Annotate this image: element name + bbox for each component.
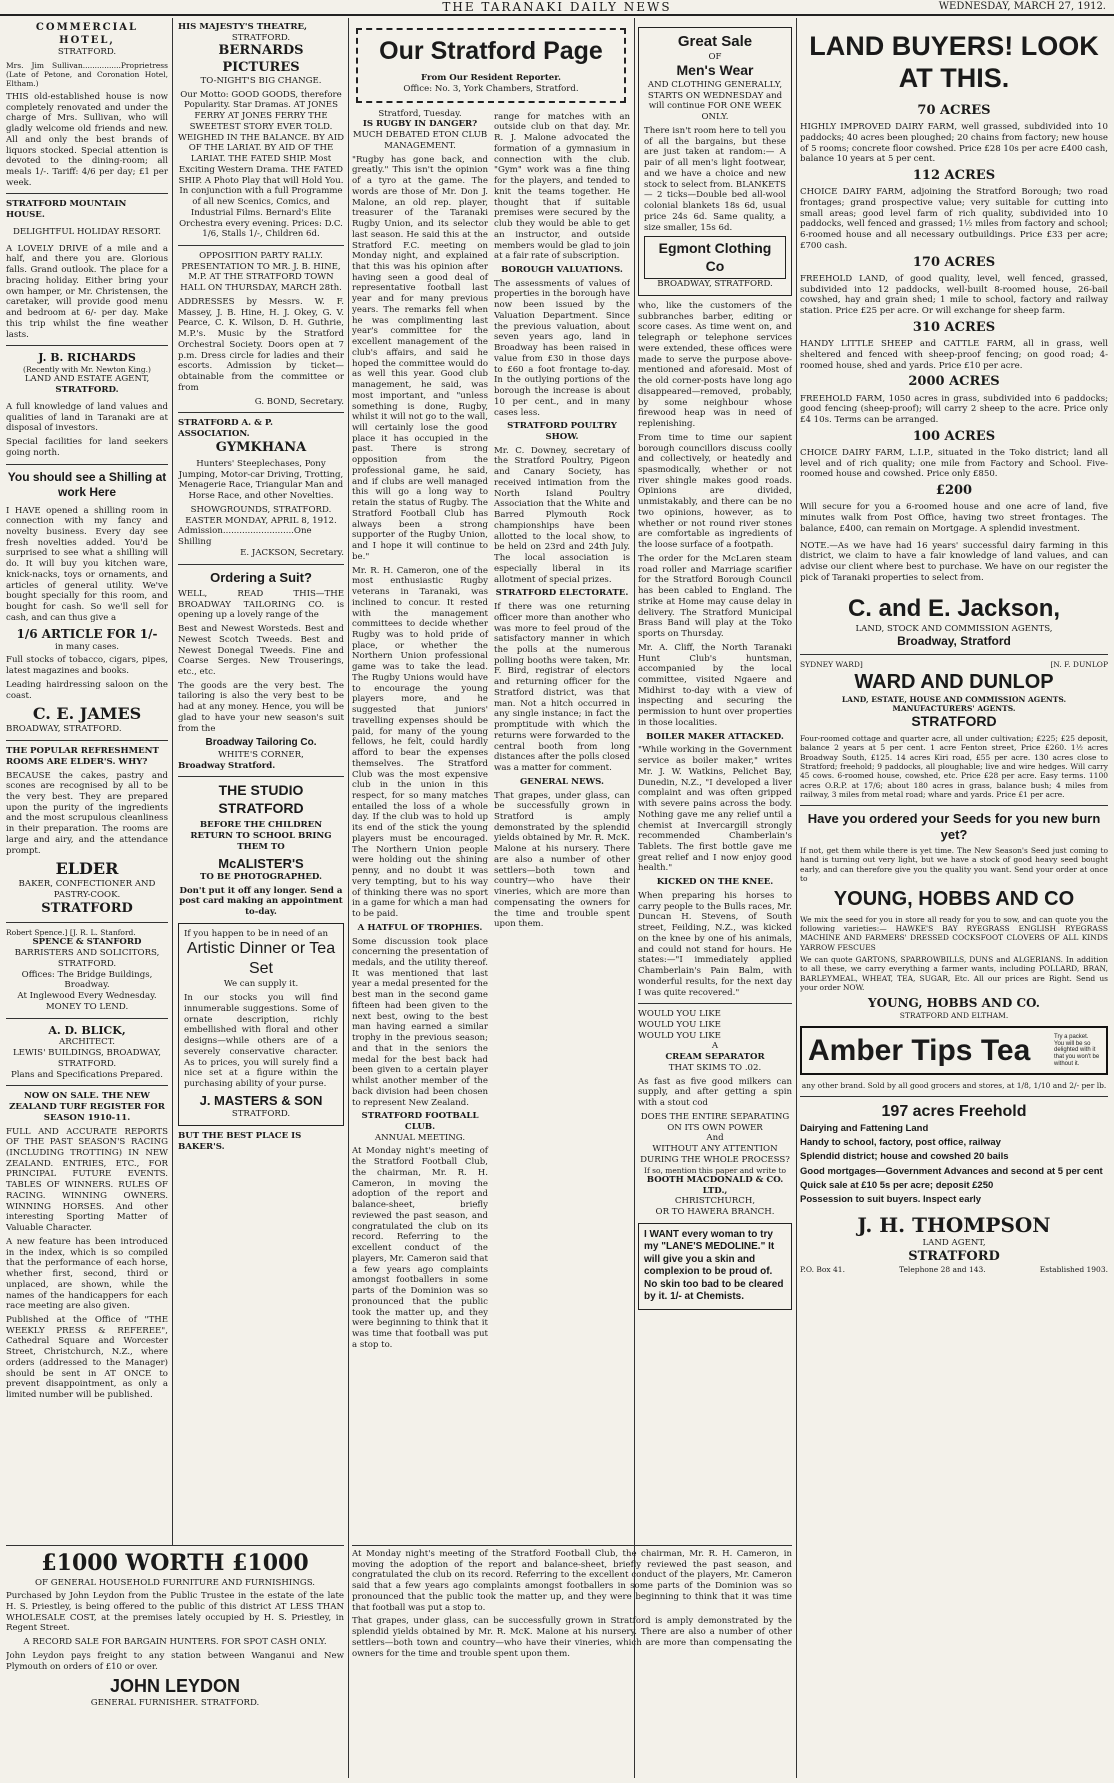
acres-2000: 2000 ACRES — [908, 374, 1000, 390]
ward-dunlop-name: WARD AND DUNLOP — [854, 670, 1054, 693]
theatre-name: HIS MAJESTY'S THEATRE, — [178, 22, 308, 32]
column-rule — [172, 18, 173, 1778]
freehold-line: Quick sale at £10 5s per acre; deposit £250 — [800, 1179, 994, 1191]
turf-text: FULL AND ACCURATE REPORTS OF THE PAST SEASON'S RACING (INCLUDING TROTTING) IN NEW ZEALAND. ENTRIES, ETC., FOR PRINCIPAL FUTURE EVENTS. TABLES OF WINNERS. RULES OF RACING. WINNING OWNERS. WINNING HORSES. And other interesting Sporting Matter of Valuable Character. — [6, 1126, 168, 1234]
richards-name: J. B. RICHARDS — [38, 351, 136, 365]
thompson-sub: LAND AGENT, — [922, 1238, 986, 1249]
thompson-town: STRATFORD — [908, 1249, 1000, 1265]
spence-inglewood: At Inglewood Every Wednesday. — [17, 991, 157, 1002]
richards-sub: (Recently with Mr. Newton King.) — [23, 365, 151, 375]
freehold-line: Handy to school, factory, post office, railway — [800, 1137, 1001, 1149]
acres-170: 170 ACRES — [912, 254, 996, 270]
stratford-page-title: Our Stratford Page — [379, 37, 603, 65]
jackson-town: Broadway, Stratford — [897, 634, 1011, 649]
football-club-text: At Monday night's meeting of the Stratford Football Club, the chairman, Mr. R. H. Cameron, in moving the adoption of the report and balance-sheet, briefly reviewed the past season, and congratulated the club on its record. Referring to the excellent conduct of the players, Mr. Cameron said that a few years ago complaints amongst footballers in some parts of the Dominion was so pronounced that the public took the matter up, and they were beginning to think that it was time that football was put a stop to. — [352, 1146, 488, 1350]
suit-text: WELL, READ THIS—THE BROADWAY TAILORING CO. is opening up a lovely range of the — [178, 588, 344, 621]
artistic-set-box — [178, 923, 344, 1126]
poultry-head: STRATFORD POULTRY SHOW. — [507, 421, 617, 443]
jackson-note: NOTE.—As we have had 16 years' successful dairy farming in this district, we claim to have a fair knowledge of land values, and can advise our client where best to purchase. We have on our register the pick of Taranaki properties to select from. — [800, 540, 1108, 583]
young-hobbs-name2: YOUNG, HOBBS AND CO. — [868, 995, 1040, 1010]
richards-sub2: LAND AND ESTATE AGENT, — [24, 374, 150, 385]
studio-text: BEFORE THE CHILDREN RETURN TO SCHOOL BRING THEM TO — [190, 820, 332, 852]
suit-corner: WHITE'S CORNER, — [218, 749, 304, 760]
sale-sub: AND CLOTHING GENERALLY, STARTS ON WEDNESDAY and will continue FOR ONE WEEK ONLY. — [647, 79, 783, 123]
young-hobbs-name: YOUNG, HOBBS AND CO — [833, 887, 1075, 910]
studio-name: McALISTER'S — [218, 855, 304, 871]
boiler-text: "While working in the Government service as boiler maker," writes Mr. J. W. Watkins, Pelichet Bay, Dunedin, N.Z., "I developed a liver complaint and was often gripped with severe pains across the body. Nothing gave me any relief until a chemist at Invercargill strongly recommended Chamberlain's Tablets. The first bottle gave me great relief and I now enjoy good health." — [638, 745, 792, 874]
hotel-name: COMMERCIAL HOTEL, — [35, 22, 139, 46]
column-1 — [6, 22, 168, 1777]
separator-question: WOULD YOU LIKE — [638, 1009, 721, 1020]
spence-offices: Offices: The Bridge Buildings, Broadway. — [21, 969, 153, 991]
gymkhana-when: EASTER MONDAY, APRIL 8, 1912. — [185, 515, 337, 526]
shilling-tobacco: Full stocks of tobacco, cigars, pipes, latest magazines and books. — [6, 655, 168, 677]
bottom-news-text: At Monday night's meeting of the Stratford Football Club, the chairman, Mr. R. H. Cameron, in moving the adoption of the report and balance-sheet, briefly reviewed the past season, and congratulated the club on its record. Referring to the excellent conduct of the players, Mr. Cameron said that a few years ago complaints amongst footballers in some parts of the Dominion was so pronounced that the public took the matter up, and they were beginning to think that it was time that football was put a stop to. — [352, 1549, 792, 1613]
knee-text: When preparing his horses to carry people to the Bulls races, Mr. Duncan H. Stevens, of South street, Feilding, N.Z., was kicked on the knee by one of his animals, and could not stand for hours. He states:—"I immediately applied Chamberlain's Pain Balm, with wonderful results, for the next day I was quite recovered." — [638, 890, 792, 998]
leydon-sub: GENERAL FURNISHER. STRATFORD. — [90, 1697, 260, 1708]
richards-town: STRATFORD. — [55, 385, 119, 396]
gymkhana-title: GYMKHANA — [215, 439, 307, 455]
gymkhana-admission: Admission..........................One Shilling — [178, 526, 312, 548]
hotel-town: STRATFORD. — [57, 47, 117, 57]
column-rule — [796, 18, 797, 1778]
jackson-name: C. and E. Jackson, — [847, 594, 1061, 622]
freehold-line: Splendid district; house and cowshed 20 bails — [800, 1151, 1009, 1163]
record-sale: A RECORD SALE FOR BARGAIN HUNTERS. FOR SPOT CASH ONLY. — [23, 1637, 327, 1648]
separator-and: And — [706, 1133, 724, 1144]
studio-text3: Don't put it off any longer. Send a post card making an appointment to-day. — [179, 885, 343, 918]
sale-of: OF — [708, 51, 722, 62]
freehold-line: Good mortgages—Government Advances and second at 5 per cent — [800, 1165, 1103, 1177]
turf-text2: A new feature has been introduced in the index, which is so compiled that the performance of each horse, whether first, second, third or unplaced, are shown, while the names of the handicappers for each race meeting are also given. — [6, 1236, 168, 1312]
artistic-intro: If you happen to be in need of an — [184, 928, 328, 939]
opposition-sign: G. BOND, Secretary. — [254, 396, 344, 407]
spence-money: MONEY TO LEND. — [45, 1001, 129, 1012]
borough-head: BOROUGH VALUATIONS. — [501, 265, 623, 275]
thompson-box: P.O. Box 41. — [800, 1265, 845, 1275]
gymkhana-where: SHOWGROUNDS, STRATFORD. — [190, 504, 332, 515]
elder-question: THE POPULAR REFRESHMENT ROOMS ARE ELDER'S. WHY? — [6, 746, 159, 767]
separator-text: As fast as five good milkers can supply, and after getting a spin with a stout cod — [638, 1076, 792, 1109]
young-hobbs-text2: We can quote GARTONS, SPARROWBILLS, DUNS and ALGERIANS. In addition to all these, we carry everything a farmer wants, including POLLARD, BRAN, BARLEYMEAL, WHEAT, TEA, SUGAR, Etc. All our prices are Right. Send us your order NOW. — [800, 955, 1108, 993]
acres-170-text: FREEHOLD LAND, of good quality, level, well fenced, grassed, subdivided into 12 paddocks, well-built 8-roomed house, 26-bail cowshed, hay and grain shed; 1 mile to school, factory and railway station. Price £25 per acre. Or will exchange for sheep farm. — [800, 273, 1108, 317]
medoline-ad: I WANT every woman to try my "LANE'S MEDOLINE." It will give you a skin and complexion to be proud of. No skin too bad to be cleared by it. 1/- at Chemists. — [638, 1223, 792, 1310]
boiler-head: BOILER MAKER ATTACKED. — [646, 731, 784, 742]
artistic-supply: We can supply it. — [223, 979, 299, 990]
opposition-text: ADDRESSES by Messrs. W. F. Massey, J. B. Hine, H. J. Okey, G. V. Pearce, C. K. Wilson, D. H. Guthrie, M.P.'s. Music by the Stratford Orchestral Society. Doors open at 7 p.m. Dress circle for ladies and their escorts. Admission by ticket—obtainable from the committee or from — [178, 296, 344, 393]
worth-text: Purchased by John Leydon from the Public Trustee in the estate of the late H. S. Priestley, is being offered to the public of this district AT LESS THAN WHOLESALE COST, at the premises lately occupied by H. S. Priestley, in Regent Street. — [6, 1591, 344, 1634]
stratford-page-left — [352, 109, 488, 1354]
bernards-tonight: TO-NIGHT'S BIG CHANGE. — [200, 75, 322, 86]
rugby-text2: Mr. R. H. Cameron, one of the most enthusiastic Rugby veterans in Taranaki, was inclined to concur. It rested with the management committees to decide whether Rugby was to hold pride of place, or whether the Northern Union professional game was to take the lead. The Rugby Unions would have to encourage the young players more, and he suggested that juniors' travelling expenses should be paid, for many of the young fellows, he felt, could hardly afford to bear the expenses themselves. The Stratford Club was the most expensive club in the union in this respect, for so many matches entailed the loss of a whole day. If the club was to hold up its end of the stick the young players must be encouraged. The Northern Union people were holding out the shining penny, and no doubt it was very tempting, but to his way of thinking there was no sport in a game for which a man had to be paid. — [352, 565, 488, 920]
young-hobbs-text: We mix the seed for you in store all ready for you to sow, and can quote you the following varieties:— HAWKE'S BAY RYEGRASS ENGLISH RYEGRASS MACHINE AND FARMERS' DRESSED COCKSFOOT CLOVERS OF ALL KINDS YARROW FESCUES — [800, 914, 1108, 952]
studio-head: THE STUDIO STRATFORD — [218, 782, 304, 816]
separator-attention: WITHOUT ANY ATTENTION — [652, 1144, 778, 1155]
mountain-house-name: STRATFORD MOUNTAIN HOUSE. — [6, 199, 127, 221]
rugby-sub: MUCH DEBATED ETON CLUB MANAGEMENT. — [352, 130, 488, 151]
acres-70: 70 ACRES — [917, 102, 991, 118]
thompson-name: J. H. THOMPSON — [857, 1213, 1051, 1238]
richards-text: A full knowledge of land values and qualities of land in Taranaki are at disposal of investors. — [6, 401, 168, 434]
football-club-head: STRATFORD FOOTBALL CLUB. — [361, 1111, 479, 1133]
bottom-news-text2: That grapes, under glass, can be successfully grown in Stratford is amply demonstrated by the splendid yields obtained by Mr. R. McK. Malone at his nursery. There are also a number of other settlers—both town and country—who have their vineries, which are more than compensating the owners for the time and trouble spent upon them. — [352, 1616, 792, 1659]
news-text-1: who, like the customers of the subbranches barber, editing or score cases. As time went on, and telegraph or telephone services were extended, these offices were made to serve the purpose above-mentioned and aforesaid. Most of the old corner-posts have long ago disappeared—removed, probably, by some neighbour whose firewood heap was in need of replenishing. — [638, 301, 792, 430]
amber-tips-small: Try a packet. You will be so delighted with it that you won't be without it. — [1054, 1034, 1100, 1067]
acres-2000-text: FREEHOLD FARM, 1050 acres in grass, subdivided into 6 paddocks; good fencing (sheep-proof); will carry 2 sheep to the acre. Price only £4 10s. Terms can be arranged. — [800, 393, 1108, 425]
artistic-text: In our stocks you will find innumerable suggestions. Some of ornate description, richly embellished with floral and other designs—while others are of a severely conservative character. As to prices, you will surely find a nice set at a figure within the purchasing ability of your purse. — [184, 993, 338, 1090]
seeds-head: Have you ordered your Seeds for you new burn yet? — [807, 810, 1101, 842]
dunlop-name: [N. F. DUNLOP — [1050, 660, 1108, 670]
electorate-head: STRATFORD ELECTORATE. — [495, 588, 629, 599]
leydon-ad — [6, 1545, 344, 1778]
mountain-house-text: A LOVELY DRIVE of a mile and a half, and there you are. Glorious falls. Grand outlook. The place for a bracing holiday. Either bring your own hamper, or Mr. Christensen, the caretaker, will provide good menu and bedroom at 6/- per day. Make this trip whilst the fine weather lasts. — [6, 243, 168, 340]
young-hobbs-town: STRATFORD AND ELTHAM. — [899, 1010, 1009, 1020]
acres-310: 310 ACRES — [912, 319, 996, 335]
blick-address: LEWIS' BUILDINGS, BROADWAY, STRATFORD. — [12, 1048, 162, 1069]
separator-item: CREAM SEPARATOR — [665, 1052, 765, 1063]
sale-address: BROADWAY, STRATFORD. — [657, 279, 773, 290]
suit-firm: Broadway Tailoring Co. — [205, 737, 317, 749]
masters-firm: J. MASTERS & SON — [199, 1092, 323, 1108]
separator-city: CHRISTCHURCH, — [674, 1196, 756, 1207]
general-news-head: GENERAL NEWS. — [519, 776, 605, 787]
separator-question: WOULD YOU LIKE — [638, 1030, 721, 1041]
poultry-text: Mr. C. Downey, secretary of the Stratford Poultry, Pigeon and Canary Society, has received intimation from the North Island Poultry Association that the White and Barred Plymouth Rock championships have been allotted to the local show, to be held on 23rd and 24th July. The local association is especially liberal in its allotment of special prizes. — [494, 445, 630, 585]
opposition-sub: PRESENTATION TO MR. J. B. HINE, M.P. AT THE STRATFORD TOWN HALL ON THURSDAY, MARCH 28th. — [180, 261, 342, 294]
freehold-line: Dairying and Fattening Land — [800, 1122, 929, 1134]
mountain-house-sub: DELIGHTFUL HOLIDAY RESORT. — [13, 226, 161, 237]
shilling-text: I HAVE opened a shilling room in connection with my fancy and novelty business. Every day see fresh novelties added. You'd be surprised to see what a shilling will do. It will buy you kitchen ware, knick-nacks, toys or ornaments, and articles of general utility. We've bought specially for this room, and bought for cash. So we'll sell for cash, and can thus give a — [6, 505, 168, 623]
acres-310-text: HANDY LITTLE SHEEP and CATTLE FARM, all in grass, well sheltered and fenced with sheep-proof fencing; on good road; 4-roomed house, shed and yards. Price £10 per acre. — [800, 339, 1108, 371]
bernards-name: BERNARDS PICTURES — [218, 43, 304, 75]
acres-112-text: CHOICE DAIRY FARM, adjoining the Stratford Borough; two road frontages; grand prospective value; very suitable for cutting into small areas; good level farm of rich quality, subdivided into 10 paddocks, well fenced and grassed; 1½ miles from factory and school; 6-roomed house and all necessary outbuildings. Price £33 per acre; £700 cash. — [800, 187, 1108, 251]
spence-firm: SPENCE & STANFORD — [32, 937, 142, 948]
electorate-text: If there was one returning officer more than another who was more to feel proud of the satisfactory manner in which the polls at the numerous polling booths were taken, Mr. F. Bird, registrar of electors and returning officer for the Stratford district, was that man. Not a hitch occurred in any single instance; in fact the promptitude with which the returns were forwarded to the central booth from long distances after the polls closed was a matter for comment. — [494, 602, 630, 774]
spence-names: Robert Spence.] [J. R. L. Stanford. — [6, 928, 136, 938]
general-news-text: That grapes, under glass, can be successfully grown in Stratford is amply demonstrated by the splendid yields obtained by Mr. R. McK. Malone at his nursery. There are also a number of other settlers—both town and country—who have their vineries, which are more than compensating the owners for the time and trouble spent upon them. — [494, 790, 630, 930]
gymkhana-assoc: STRATFORD A. & P. ASSOCIATION. — [178, 418, 273, 439]
trophies-head: A HATFUL OF TROPHIES. — [357, 922, 483, 933]
spence-sub: BARRISTERS AND SOLICITORS, STRATFORD. — [14, 948, 160, 969]
ward-dunlop-town: STRATFORD — [911, 713, 997, 730]
leydon-name: JOHN LEYDON — [109, 1676, 241, 1697]
baker-line: BUT THE BEST PLACE IS BAKER'S. — [178, 1130, 302, 1152]
separator-power: ON ITS OWN POWER — [667, 1122, 763, 1133]
column-rule — [348, 18, 349, 1778]
great-sale-box — [638, 27, 792, 296]
shilling-hair: Leading hairdressing saloon on the coast. — [6, 679, 168, 701]
artistic-head: Artistic Dinner or Tea Set — [186, 940, 336, 978]
bernards-text: Our Motto: GOOD GOODS, therefore Popularity. Star Dramas. AT JONES FERRY AT JONES FERRY THE SWEETEST STORY EVER TOLD. WEIGHED IN THE BALANCE. BY AID OF THE LARIAT. BY AID OF THE LARIAT. THE FATED SHIP. Most Exciting Western Drama. THE FATED SHIP. A Photo Play that will Hold You. In conjunction with a full Programme of all new Scenics, Comics, and Industrial Films. Bernard's Elite Orchestra every evening. Prices: D.C. 1/6, Stalls 1/-, Children 6d. — [178, 89, 344, 240]
james-address: BROADWAY, STRATFORD. — [6, 724, 122, 735]
amber-tips-ad — [800, 1026, 1108, 1076]
separator-a: A — [711, 1041, 719, 1052]
sale-mens: Men's Wear — [676, 62, 754, 79]
football-club-sub: ANNUAL MEETING. — [374, 1132, 466, 1143]
amber-tips-title: Amber Tips Tea — [808, 1033, 1031, 1067]
stratford-page-right — [494, 109, 630, 1354]
column-4 — [638, 22, 792, 1542]
hotel-text: THIS old-established house is now completely renovated and under the charge of Mrs. Sullivan, who will gladly welcome old friends and new. All and only the best brands of liquors stocked. Special attention is devoted to the dining-room; all meals 1/-. Tariff: 4/6 per day; £1 per week. — [6, 91, 168, 188]
blick-plans: Plans and Specifications Prepared. — [10, 1069, 163, 1080]
dateline: Stratford, Tuesday. — [378, 108, 462, 119]
sale-text: There isn't room here to tell you of all the bargains, but these are just taken at random:— A pair of all men's light footwear, and we have a choice and new stock to select from. BLANKETS — 2 ticks—Double bed all-wool colonial blankets 18s 6d, usual price 24s 6d. Same quality, a size smaller, 15s 6d. — [644, 125, 786, 233]
thompson-established: Established 1903. — [1039, 1265, 1108, 1275]
freehold-line: Possession to suit buyers. Inspect early — [800, 1194, 982, 1206]
column-3 — [352, 22, 630, 1542]
ward-dunlop-sub: LAND, ESTATE, HOUSE AND COMMISSION AGENTS. MANUFACTURERS' AGENTS. — [841, 694, 1067, 714]
separator-q2: DOES THE ENTIRE SEPARATING — [640, 1111, 790, 1122]
shilling-head: You should see a Shilling at work Here — [7, 469, 167, 499]
opposition-head: OPPOSITION PARTY RALLY. — [199, 250, 323, 261]
acres-100: 100 ACRES — [912, 428, 996, 444]
thompson-telephone: Telephone 28 and 143. — [899, 1265, 986, 1275]
separator-branch: OR TO HAWERA BRANCH. — [655, 1207, 775, 1218]
hotel-proprietor: Mrs. Jim Sullivan................Proprietress (Late of Petone, and Coronation Hotel, Eltham.) — [6, 60, 168, 89]
elder-town: STRATFORD — [41, 900, 133, 916]
bottom-news — [352, 1545, 792, 1778]
turf-text3: Published at the Office of "THE WEEKLY PRESS & REFEREE", Cathedral Square and Worcester Street, Christchurch, N.Z., where orders (addressed to the Manager) should be sent in AT ONCE to prevent disappointment, as only a limited number will be published. — [6, 1314, 168, 1401]
separator-question: WOULD YOU LIKE — [638, 1020, 721, 1030]
shilling-price: 1/6 ARTICLE FOR 1/- — [16, 626, 158, 641]
news-text-2: From time to time our sapient borough councillors discuss coolly and collectively, or heatedly and spasmodically, whether or not river shingle makes good roads. Opinions are divided, unmistakably, and there can be no two opinions, however, as to whether or not round river stones are comfortable as ingredients of the loose surface of a footpath. — [638, 432, 792, 551]
elder-text: BECAUSE the cakes, pastry and scones are recognised by all to be the very best. They are prepared upon the purity of the ingredients and the most scrupulous cleanliness in their preparation. The rooms are large and airy, and the attendance prompt. — [6, 770, 168, 856]
column-2 — [178, 22, 344, 1542]
seeds-text: If not, get them while there is yet time. The New Season's Seed just coming to hand is turning out very light, but we have a stock of good heavy seed bought early, and can therefore give you the quality you want. Send your order at once to — [800, 846, 1108, 884]
separator-firm: BOOTH MACDONALD & CO. LTD., — [646, 1174, 784, 1196]
ward-dunlop-text: Four-roomed cottage and quarter acre, all under cultivation; £225; £25 deposit, balance 2 years at 5 per cent. 1 acre Fenton street, Price £260. 1½ acres Broadway South, £125. 14 acres Kiri road, £55 per acre. 130 acres close to Stratford; freehold; 9 paddocks, all ploughable; live and wire hedges. Will carry 45 cows. 6-roomed house, cowshed, etc. Price £28 per acre. Easy terms. 1100 acres O.R.P. at 17/6; about 180 acres in grass, balance bush; 4 miles from railway, 3 miles from metal road; whare and yards. Price £1 per acre. — [800, 733, 1108, 800]
freight-text: John Leydon pays freight to any station between Wanganui and New Plymouth on orders of £10 or over. — [6, 1650, 344, 1672]
issue-date: WEDNESDAY, MARCH 27, 1912. — [938, 1, 1106, 12]
col3b-text: range for matches with an outside club on that day. Mr. R. J. Malone advocated the formation of a gymnasium in connection with the club. "Gym" work was a fine thing for the players, and tended to knit the teams together. He thought that if suitable premises were secured by the club they would be able to get an instructor, and outside members would be glad to join at a fair rate of subscription. — [494, 111, 630, 262]
ward-name: SYDNEY WARD] — [800, 660, 863, 670]
freehold-list — [800, 1122, 1108, 1208]
theatre-town: STRATFORD. — [231, 32, 291, 43]
rugby-text: "Rugby has gone back, and greatly." This isn't the opinion of a tyro at the game. The words are those of Mr. Don J. Malone, an old rep. player, treasurer of the Taranaki Rugby Union, and its selector last season. He said this at the Stratford F.C. meeting on Monday night, and explained that this was his opinion after having seen a good deal of representative football last year and for many previous years. The remarks fell when he was complimenting last year's committee for the excellent management of the club's affairs, and said he hoped the committee would do as well this year. Good club management, he said, was most important, and "unless something is done, Rugby, whilst it will not go to the wall, will certainly lose the good place it has occupied in the past. There is strong opposition from the professional game, he said, and if clubs are well managed this will go a long way to retain the status of Rugby. The Stratford Football Club has always been a strong supporter of the Rugby Union, and I hope it will continue to be." — [352, 154, 488, 562]
separator-skim: THAT SKIMS TO .02. — [668, 1062, 762, 1073]
elder-sub: BAKER, CONFECTIONER AND PASTRY-COOK. — [18, 879, 156, 901]
reporter-line: From Our Resident Reporter. — [421, 73, 561, 84]
elder-name: ELDER — [55, 859, 119, 879]
suit-address: Broadway Stratford. — [178, 760, 276, 771]
news-text-3: The order for the McLaren steam road roller and Marriage scarifier for the Stratford Borough Council has been cabled to England. The strike at Home may cause delay in delivery. The Stratford Municipal Brass Band will play at the Toko sports on Thursday. — [638, 553, 792, 640]
suit-head: Ordering a Suit? — [210, 569, 312, 585]
acres-70-text: HIGHLY IMPROVED DAIRY FARM, well grassed, subdivided into 10 paddocks; 40 acres been ploughed; 20 chains from factory; new house of 5 rooms; concrete floor cowshed. Price £28 10s per acre £400 cash, balance 10 years at 5 per cent. — [800, 122, 1108, 165]
acres-112: 112 ACRES — [912, 167, 996, 183]
gymkhana-sign: E. JACKSON, Secretary. — [240, 547, 344, 558]
newspaper-title: THE TARANAKI DAILY NEWS — [442, 0, 672, 14]
land-buyers-head: LAND BUYERS! LOOK AT THIS. — [809, 31, 1099, 94]
price-200-text: Will secure for you a 6-roomed house and one acre of land, five minutes walk from Post Office, having two street frontages. The balance, £400, can remain on Mortgage. A splendid investment. — [800, 502, 1108, 534]
trophies-text: Some discussion took place concerning the presentation of medals, and the utility thereof. It was mentioned that last year a medal presented for the best man in the second game fifteen had been given to the next best, owing to the best man having earned a similar trophy in the previous season; and that in the seniors the medal for the best back had been given to a certain player whilst another member of the back division had been chosen to represent New Zealand. — [352, 936, 488, 1108]
sale-head: Great Sale — [677, 33, 753, 50]
suit-text2: The goods are the very best. The tailoring is also the very best to be had at any money. Hence, you will be glad to have your new season's suit from the — [178, 680, 344, 734]
worth-head: £1000 WORTH £1000 — [41, 1550, 309, 1576]
worth-sub: OF GENERAL HOUSEHOLD FURNITURE AND FURNISHINGS. — [34, 1577, 316, 1588]
separator-during: DURING THE WHOLE PROCESS? — [640, 1154, 790, 1165]
masters-town: STRATFORD. — [231, 1109, 291, 1120]
borough-text: The assessments of values of properties in the borough have now been issued by the Valuation Department. Since the previous valuation, about seven years ago, land in Broadway has been raised in value from £30 in those days to £60 a foot frontage to-day. In the outlying portions of the borough the increase is about 10 per cent., and in many cases less. — [494, 278, 630, 418]
rugby-head: IS RUGBY IN DANGER? — [362, 119, 478, 130]
james-name: C. E. JAMES — [32, 704, 142, 724]
column-rule — [634, 18, 635, 1778]
shilling-many: in many cases. — [55, 641, 119, 652]
turf-head: NOW ON SALE. THE NEW ZEALAND TURF REGISTER FOR SEASON 1910-11. — [9, 1091, 165, 1123]
freehold-head: 197 acres Freehold — [881, 1102, 1027, 1120]
blick-sub: ARCHITECT. — [59, 1037, 115, 1048]
amber-tips-sub: any other brand. Sold by all good grocers and stores, at 1/8, 1/10 and 2/- per lb. — [801, 1081, 1107, 1091]
stratford-page-banner — [356, 28, 626, 103]
office-line: Office: No. 3, York Chambers, Stratford. — [403, 83, 579, 94]
price-200: £200 — [935, 483, 973, 499]
jackson-sub: LAND, STOCK AND COMMISSION AGENTS, — [855, 623, 1053, 634]
studio-text2: TO BE PHOTOGRAPHED. — [199, 871, 323, 882]
separator-mention: If so, mention this paper and write to — [644, 1165, 786, 1175]
news-text-4: Mr. A. Cliff, the North Taranaki Hunt Club's huntsman, accompanied by the local committee, visited Ngaere and Midhirst to-day with a view of inspecting and securing the permission to hunt over properties in those localities. — [638, 642, 792, 728]
suit-list: Best and Newest Worsteds. Best and Newest Scotch Tweeds. Best and Newest Donegal Tweeds. Fine and Coarse Serges. New Trouserings, etc., etc. — [178, 624, 344, 677]
acres-100-text: CHOICE DAIRY FARM, L.I.P., situated in the Toko district; land all level and of rich quality; one mile from Factory and School. Five-roomed house and cowshed. Price only £850. — [800, 447, 1108, 480]
blick-name: A. D. BLICK, — [48, 1023, 126, 1037]
richards-text2: Special facilities for land seekers going north. — [6, 437, 168, 458]
knee-head: KICKED ON THE KNEE. — [656, 877, 774, 888]
gymkhana-text: Hunters' Steeplechases, Pony Jumping, Motor-car Driving, Trotting, Menagerie Race, Triangular Man and Horse Race, and other Novelties. — [178, 458, 344, 502]
column-5 — [800, 22, 1108, 1777]
sale-firm: Egmont Clothing Co — [644, 236, 786, 279]
masthead — [0, 0, 1114, 16]
